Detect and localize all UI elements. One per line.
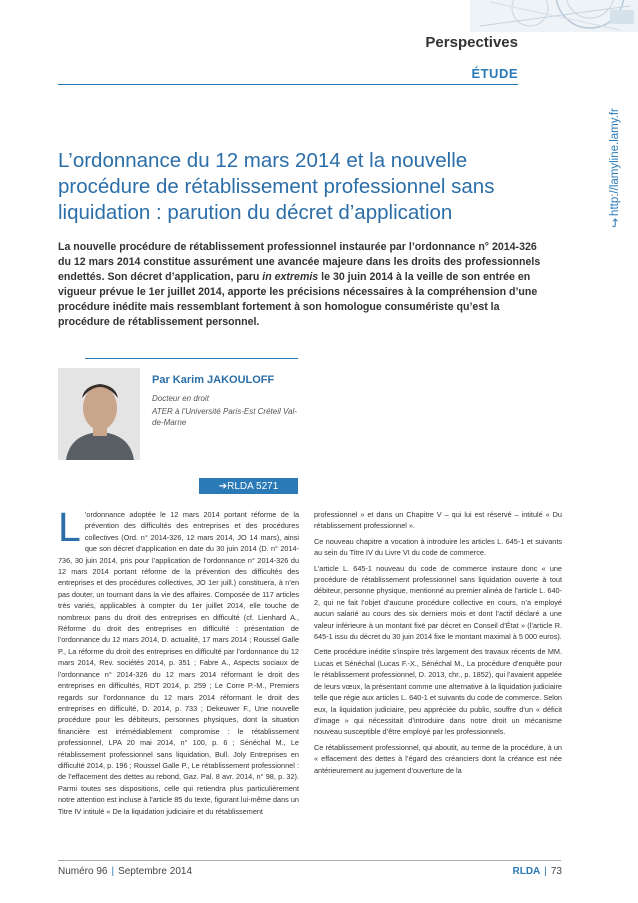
body-paragraph: professionnel » et dans un Chapitre V – qui lui est réservé – intitulé « Du rétablissement professionnel ». (314, 510, 562, 531)
link-arrow-icon: ↪ (608, 217, 622, 228)
issue-number: Numéro 96 (58, 866, 108, 877)
issue-date: Septembre 2014 (118, 866, 193, 877)
vertical-url[interactable] (602, 96, 628, 228)
author-affiliation: ATER à l’Université Paris-Est Créteil Val-de-Marne (152, 407, 297, 427)
body-paragraph: Cette procédure inédite s’inspire très largement des travaux récents de MM. Lucas et Sénéchal (Lucas F.-X., Sénéchal M., La procédure d’enquête pour le rétablissement professionnel, D. 2013, chr., p. 1852), qui l’avaient appelée de leurs vœux, la présentant comme une alternative à la liquidation judiciaire telle que régie aux articles L. 640-1 et suivants du code de commerce. Selon eux, la liquidation judiciaire, peu appréciée du public, souffre d’un « déficit d’image » qui nécessitait d’introduire dans notre droit un mécanisme nouveau susceptible d’être employé par les professionnels. (314, 647, 562, 737)
header-decoration (470, 0, 638, 32)
author-role: Docteur en droit (152, 394, 209, 403)
url-text[interactable]: http://lamyline.lamy.fr (609, 108, 621, 216)
section-divider (58, 84, 518, 85)
author-name: Par Karim JAKOULOFF (152, 374, 275, 386)
footer-separator: | (111, 866, 115, 877)
footer-issue (58, 866, 192, 877)
lead-text-2: le 30 juin 2014 à la veille de son entrée en vigueur prévue le 1er juillet 2014, apporte les précisions nécessaires à la compréhension d’une procédure inédite mais ressemblant fortement à son homologue consumériste qu’est la procédure de rétablissement personnel. (58, 271, 538, 328)
section-label: Perspectives (425, 34, 518, 51)
journal-name: RLDA (512, 866, 541, 877)
footer-page (498, 866, 562, 877)
lead-text-1: La nouvelle procédure de rétablissement professionnel instaurée par l’ordonnance n° 2014-326 du 12 mars 2014 constitue assurément une avancée majeure dans les droits des professionnels endettés. Son décret d’application, paru (58, 241, 541, 283)
body-paragraph: L’article L. 645-1 nouveau du code de commerce instaure donc « une procédure de rétablissement professionnel sans liquidation ouverte à tout débiteur, personne physique, mentionné au premier alinéa de l’article L. 640-2, qui ne fait l’objet d’aucune procédure collective en cours, n’a employé aucun salarié au cours des six derniers mois et dont l’actif déclaré a une valeur inférieure à un montant fixé par décret en Conseil d’État » (l’article R. 645-1 issu du décret du 30 juin 2014 fixe le montant maximal à 5 000 euros). (314, 563, 562, 642)
drop-cap: L (58, 504, 81, 550)
rlda-reference-badge[interactable]: ➔RLDA 5271 (199, 478, 298, 494)
author-photo (58, 368, 140, 460)
page-number: 73 (550, 866, 562, 877)
article-title: L’ordonnance du 12 mars 2014 et la nouvelle procédure de rétablissement professionnel sans liquidation : parution du décret d’application (58, 149, 495, 224)
body-column-left (58, 504, 299, 821)
article-lead (58, 240, 548, 330)
body-paragraph: ’ordonnance adoptée le 12 mars 2014 portant réforme de la prévention des difficultés des entreprises et des procédures collectives (Ord. n° 2014-326, 12 mars 2014, JO 14 mars), ainsi que son décret d’application en date du 30 juin 2014 (D. n° 2014-736, 30 juin 2014, pris pour l’application de l’ordonnance n° 2014-326 du 12 mars 2014 portant réforme de la prévention des difficultés des entreprises et des procédures collectives, JO 1er juill.) constituera, à n’en pas douter, un tournant dans la vie des affaires. Composée de 117 articles très variés, applicables à compter du 1er juillet 2014, elle touche de nombreux pans du droit des entreprises en difficulté (cf. Lienhard A., Réforme du droit des entreprises en difficulté : présentation de l’ordonnance du 12 mars 2014, D. actualité, 17 mars 2014 ; Roussel Galle P., La réforme du droit des entreprises en difficulté par l’ordonnance du 12 mars 2014, Rev. sociétés 2014, p. 351 ; Fabre A., Aspects sociaux de l’ordonnance n° 2014-326 du 12 mars 2014 réformant le droit des entreprises en difficultés, RDT 2014, p. 259 ; Le Corre P.-M., Premiers regards sur l’ordonnance du 12 mars 2014 réformant le droit des entreprises en difficulté, D. 2014, p. 733 ; Dekeuwer F., Une nouvelle procédure pour les débiteurs, personnes physiques, dont la situation financière est irrémédiablement compromise : le rétablissement professionnel, LPA 20 mai 2014, n° 100, p. 6 ; Sénéchal M., Le rétablissement professionnel sans liquidation, Bull. Joly Entreprises en difficulté 2014, p. 196 ; Roussel Galle P., Le rétablissement professionnel : de l’effacement des dettes au rebond, Gaz. Pal. 8 avr. 2014, n° 98, p. 32). Parmi toutes ses dispositions, celle qui retiendra plus particulièrement notre attention est incluse à l’article 85 du texte, figurant lui-même dans un Titre IV intitulé « De la liquidation judiciaire et du rétablissement (58, 510, 299, 816)
footer-divider (58, 860, 561, 861)
body-paragraph: Ce nouveau chapitre a vocation à introduire les articles L. 645-1 et suivants au sein du Titre IV du Livre VI du code de commerce. (314, 536, 562, 558)
body-column-right (314, 509, 562, 780)
body-paragraph: Ce rétablissement professionnel, qui aboutit, au terme de la procédure, à un « effacement des dettes à l’égard des créanciers dont la créance est née antérieurement au jugement d’ouverture de la (314, 742, 562, 775)
lead-italic: in extremis (262, 271, 319, 283)
footer-separator: | (544, 866, 547, 877)
author-divider (85, 358, 298, 359)
subsection-label: ÉTUDE (471, 66, 518, 81)
